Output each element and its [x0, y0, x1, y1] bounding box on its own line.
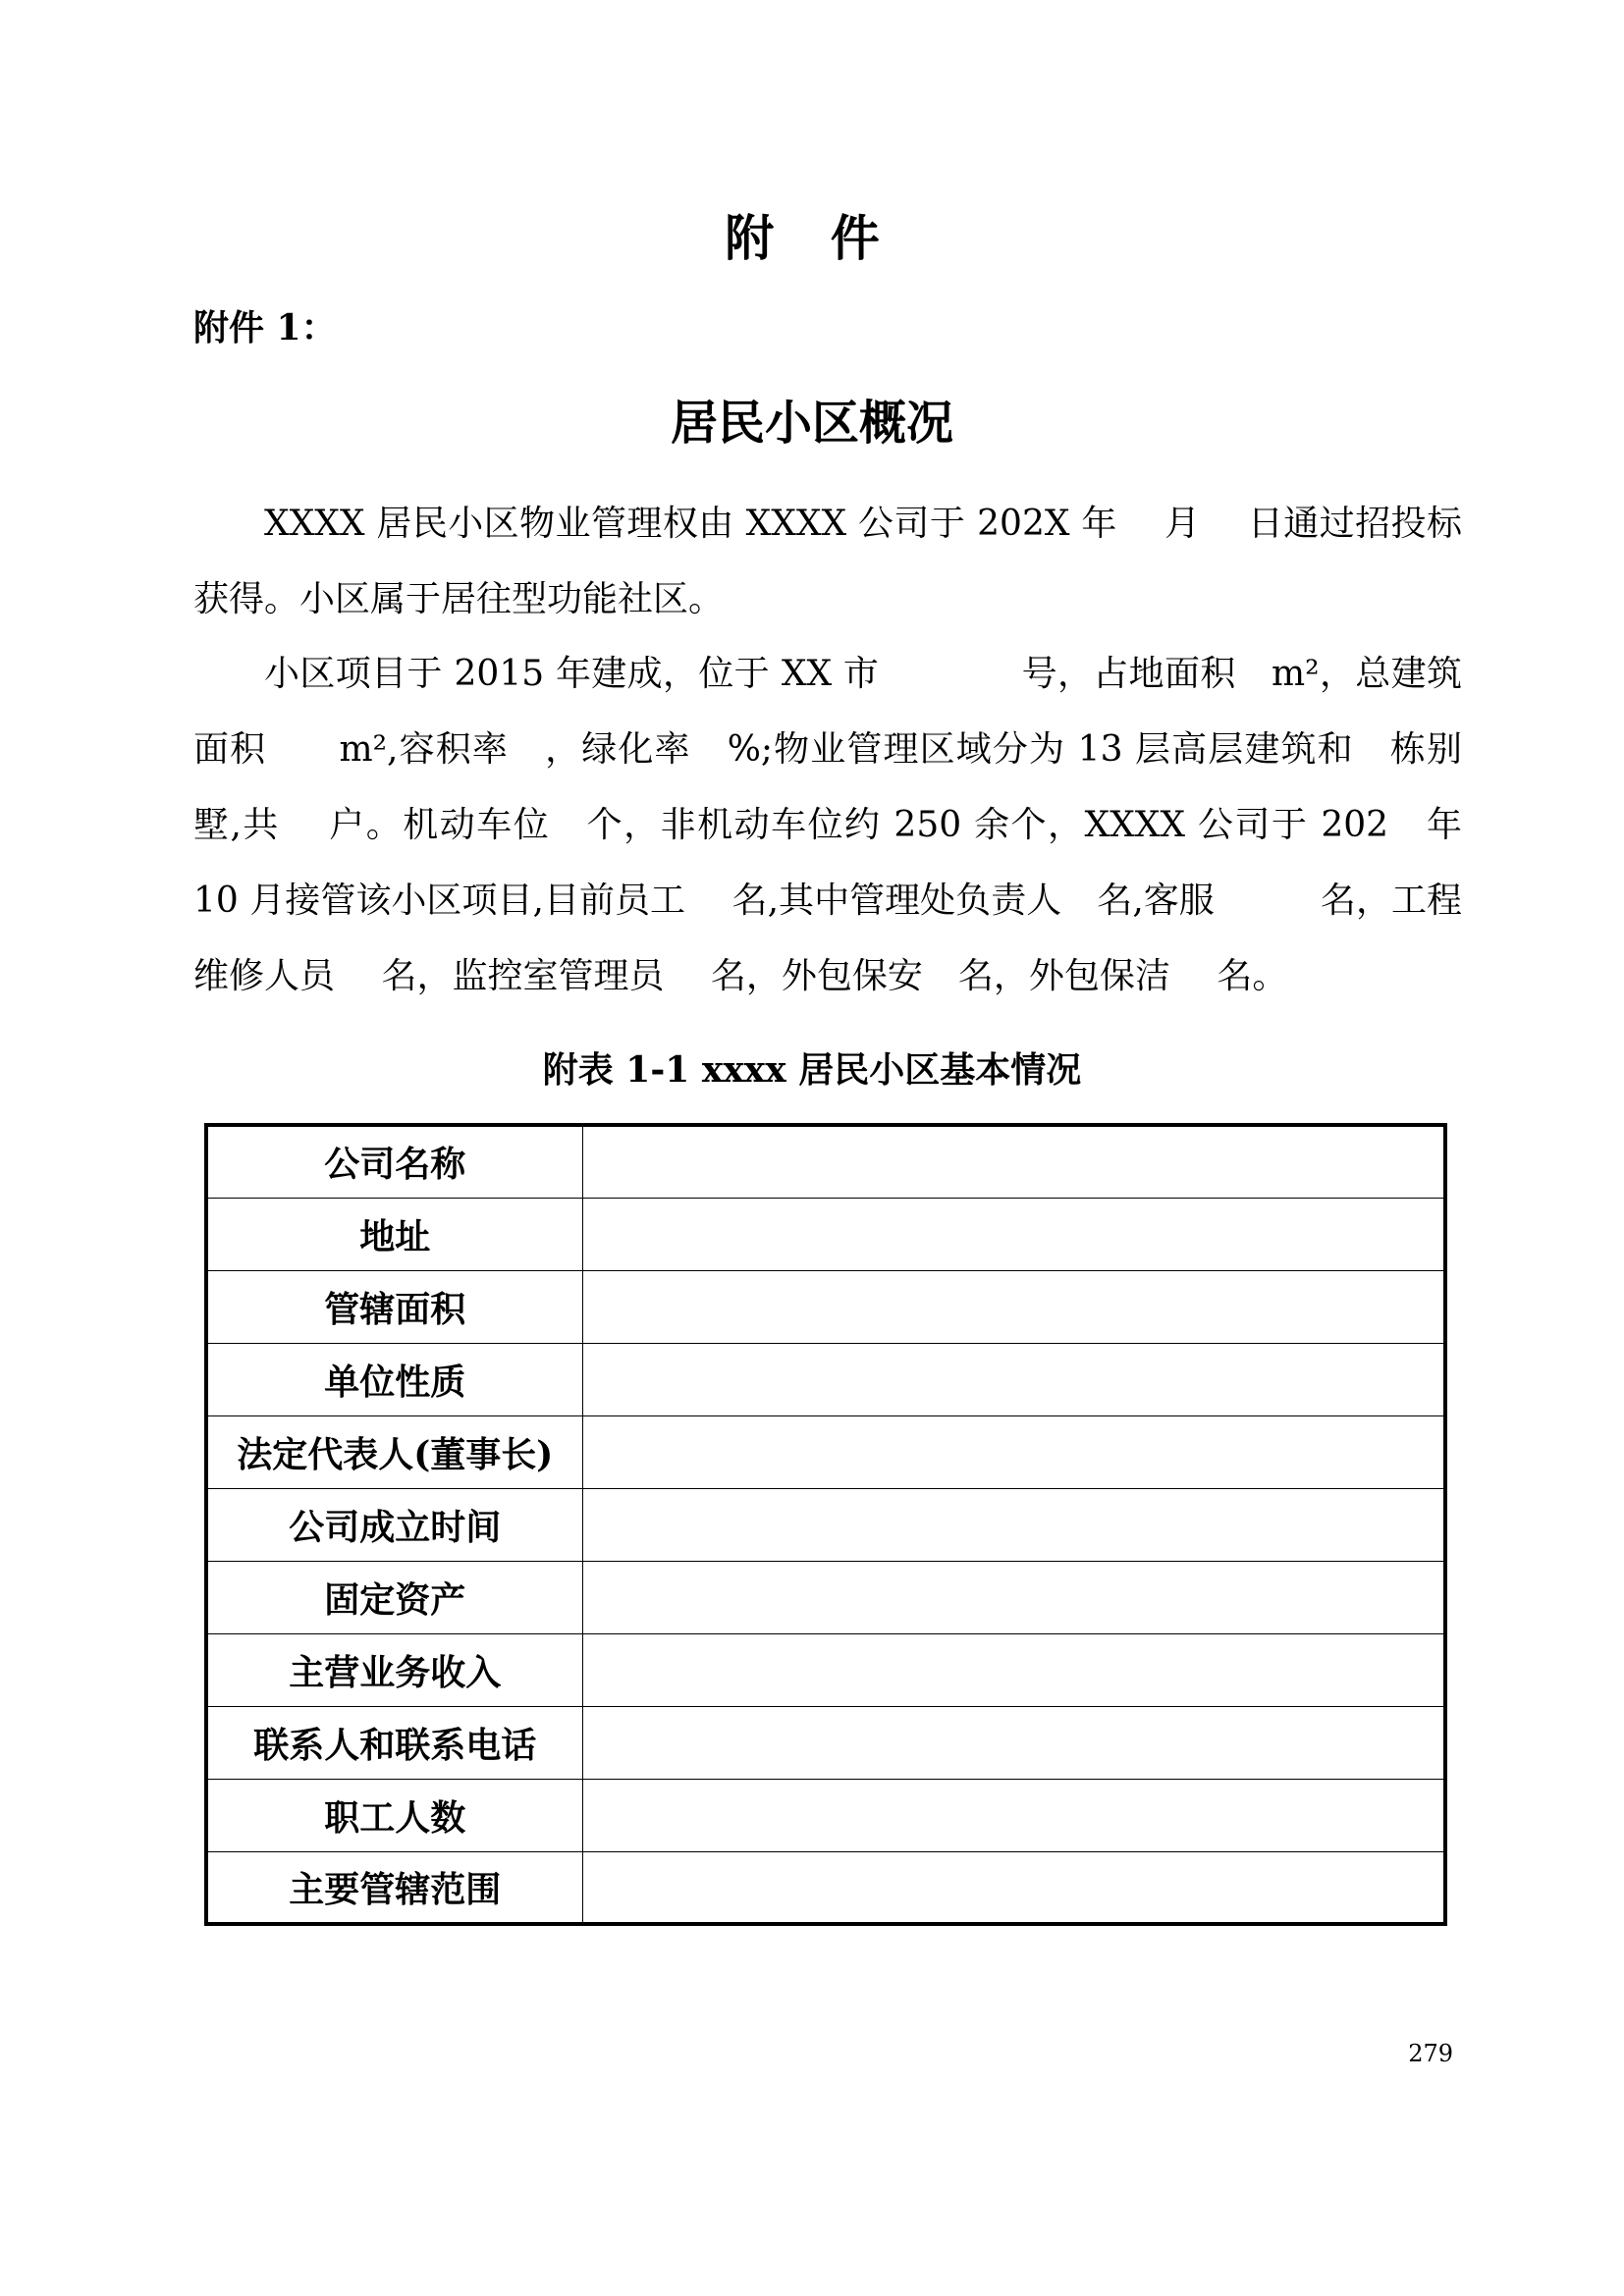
table-row: [206, 1706, 1445, 1779]
page-number: 279: [1408, 2040, 1453, 2067]
row-label-fixed-assets: 固定资产: [206, 1561, 582, 1633]
table-caption: 附表 1-1 xxxx 居民小区基本情况: [542, 1049, 1082, 1091]
basic-info-table: [204, 1123, 1447, 1926]
row-value-main-scope: [582, 1851, 1445, 1924]
row-value-main-revenue: [582, 1633, 1445, 1706]
table-row: [206, 1343, 1445, 1415]
table-row: [206, 1779, 1445, 1851]
row-label-managed-area: 管辖面积: [206, 1270, 582, 1343]
table-row: [206, 1270, 1445, 1343]
row-value-fixed-assets: [582, 1561, 1445, 1633]
row-label-company-name: 公司名称: [206, 1125, 582, 1198]
row-label-entity-type: 单位性质: [206, 1343, 582, 1415]
row-label-employee-count: 职工人数: [206, 1779, 582, 1851]
row-value-managed-area: [582, 1270, 1445, 1343]
table-row: [206, 1561, 1445, 1633]
table-row: [206, 1125, 1445, 1198]
row-value-company-name: [582, 1125, 1445, 1198]
row-value-legal-representative: [582, 1415, 1445, 1488]
row-value-contact: [582, 1706, 1445, 1779]
row-value-employee-count: [582, 1779, 1445, 1851]
row-label-address: 地址: [206, 1198, 582, 1270]
table-row: [206, 1851, 1445, 1924]
row-label-contact: 联系人和联系电话: [206, 1706, 582, 1779]
row-label-established-date: 公司成立时间: [206, 1488, 582, 1561]
paragraph-project-details: 小区项目于 2015 年建成，位于 XX 市 号，占地面积 m²，总建筑面积 m²,容积率 ，绿化率 %;物业管理区域分为 13 层高层建筑和 栋别墅,共 户。机动车位 个，非机动车位约 250 余个，XXXX 公司于 202 年 10 月接管该小区项目,目前员工 名,其中管理处负责人 名,客服 名，工程维修人员 名，监控室管理员 名，外包保安 名，外包保洁 名。: [193, 654, 1462, 996]
paragraph-overview: XXXX 居民小区物业管理权由 XXXX 公司于 202X 年 月 日通过招投标获得。小区属于居往型功能社区。: [193, 504, 1462, 619]
table-row: [206, 1415, 1445, 1488]
page-title: 附 件: [725, 209, 899, 267]
table-row: [206, 1488, 1445, 1561]
row-value-address: [582, 1198, 1445, 1270]
row-value-established-date: [582, 1488, 1445, 1561]
row-label-main-scope: 主要管辖范围: [206, 1851, 582, 1924]
section-title: 居民小区概况: [670, 396, 953, 451]
row-label-main-revenue: 主营业务收入: [206, 1633, 582, 1706]
row-label-legal-representative: 法定代表人(董事长): [206, 1415, 582, 1488]
row-value-entity-type: [582, 1343, 1445, 1415]
attachment-label: 附件 1：: [193, 307, 337, 348]
table-row: [206, 1198, 1445, 1270]
table-row: [206, 1633, 1445, 1706]
